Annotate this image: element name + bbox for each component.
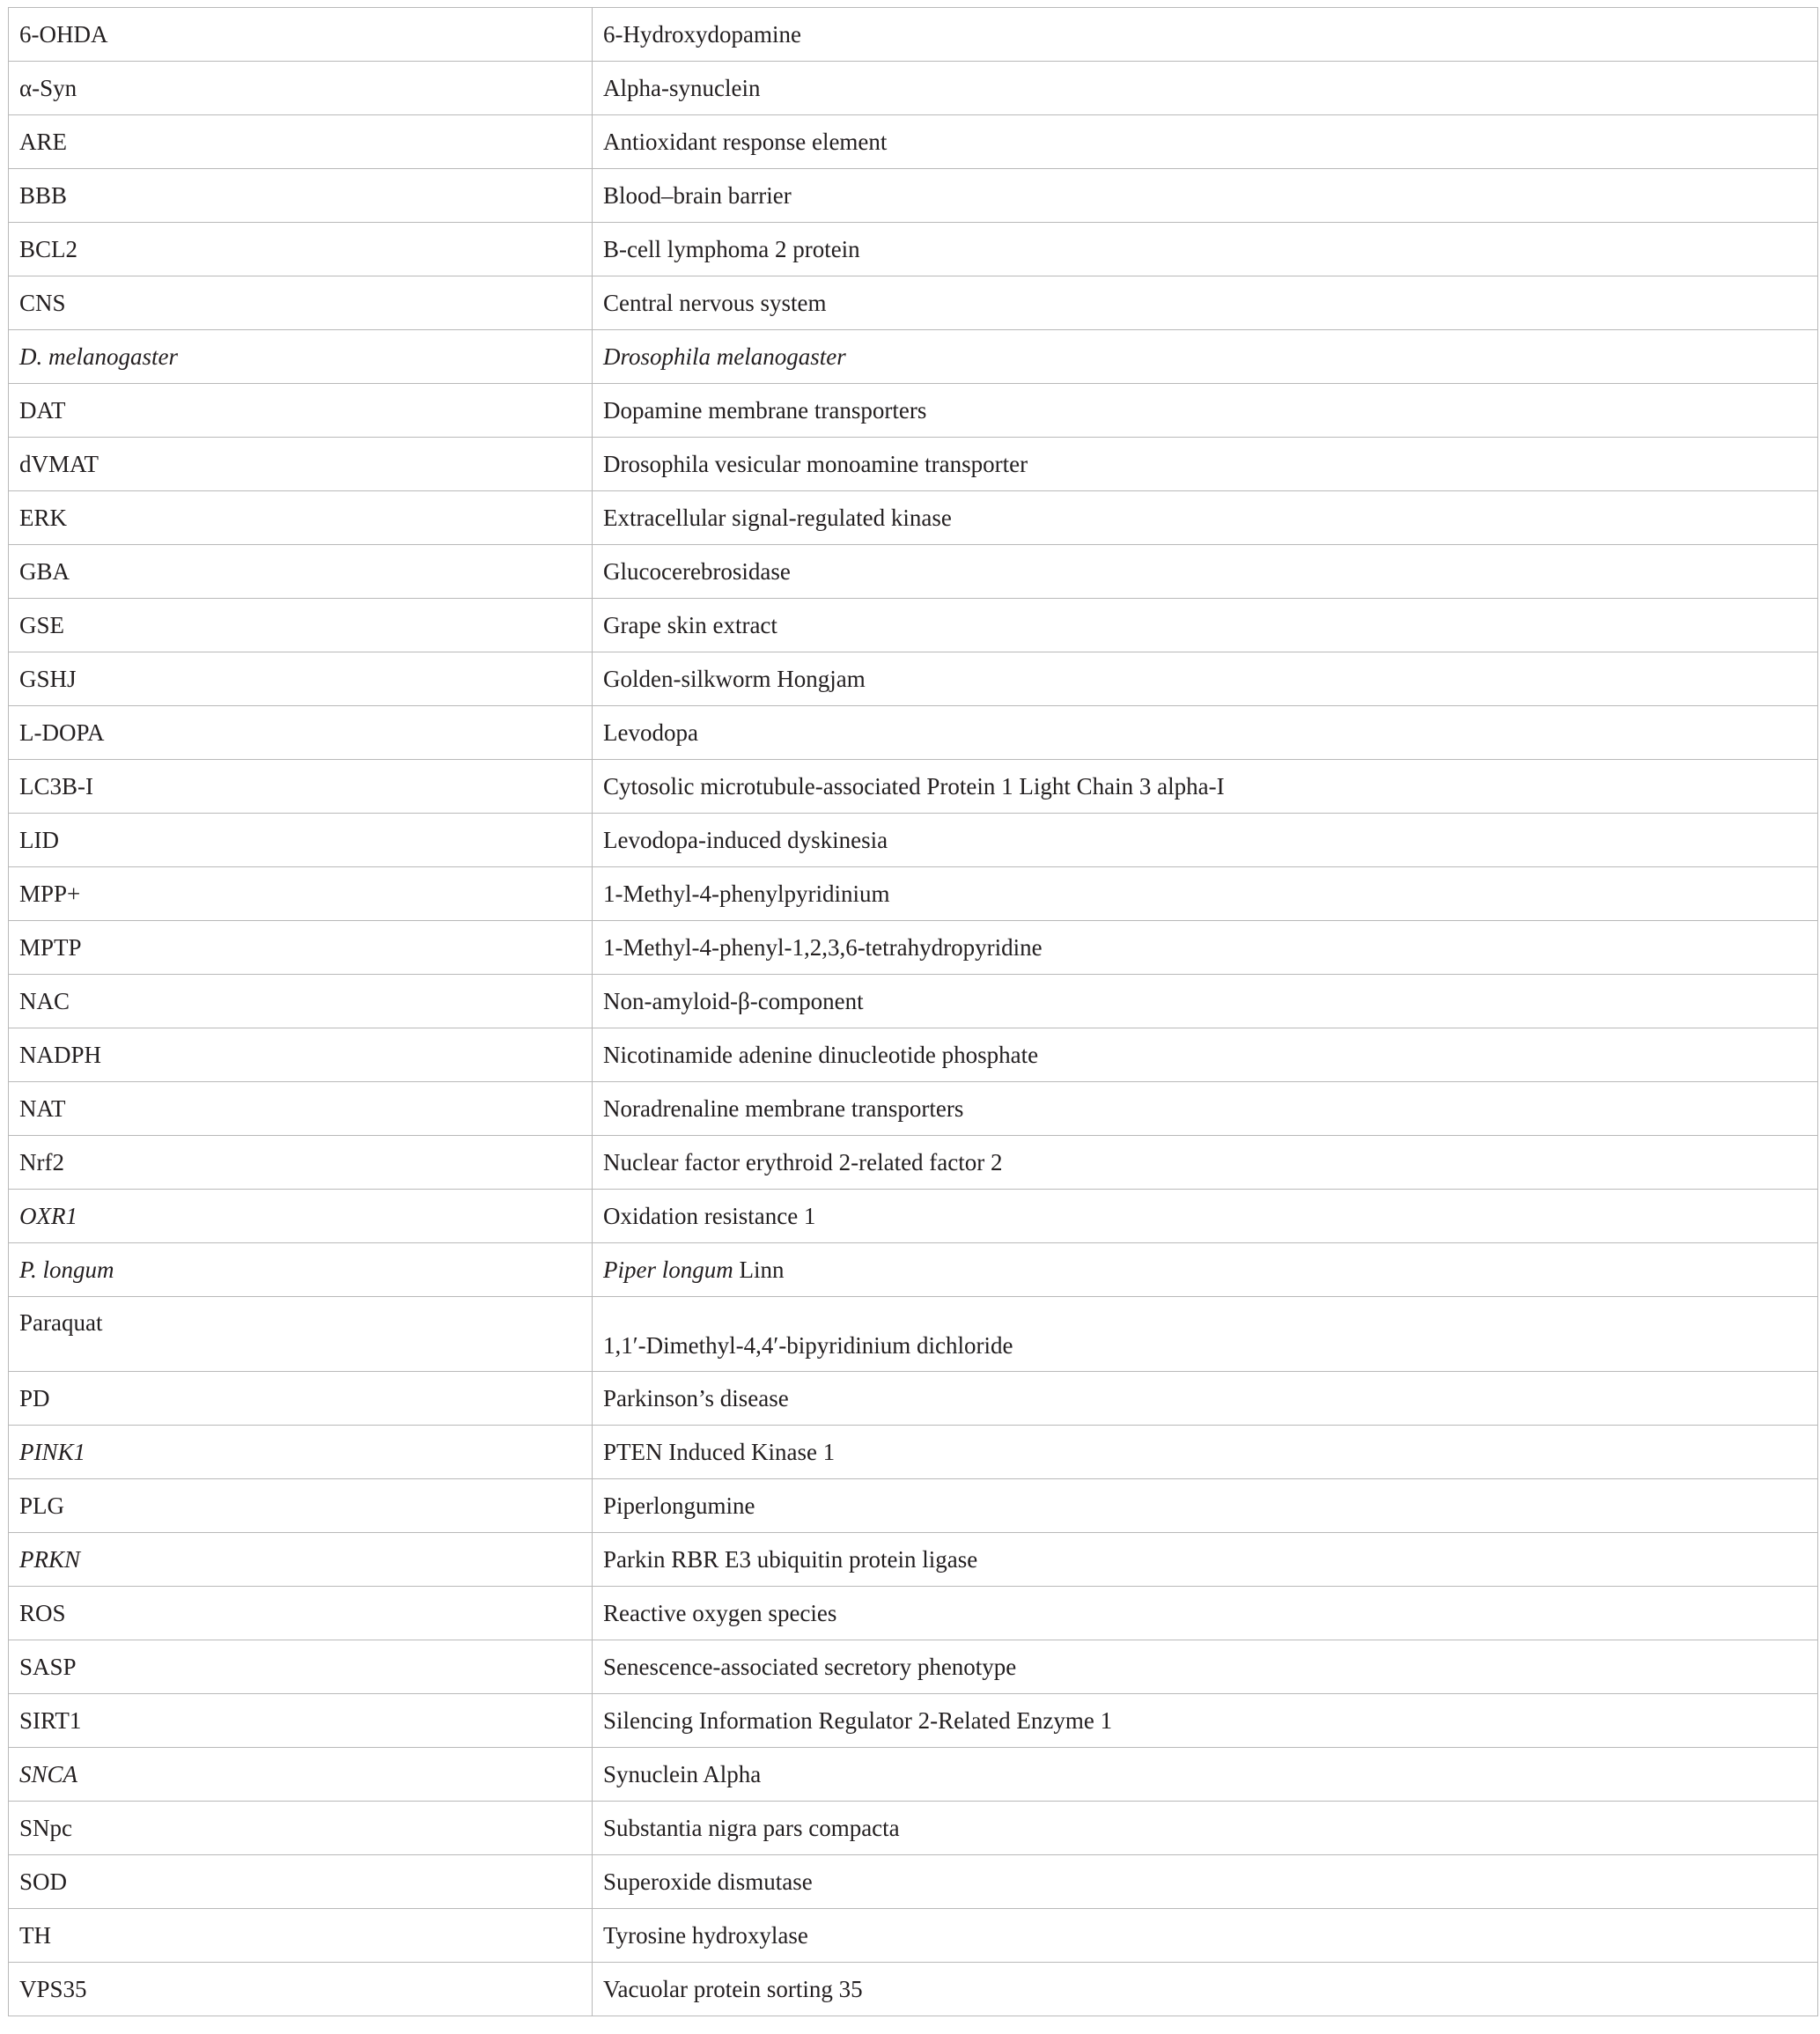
- table-row: [9, 1297, 1818, 1372]
- definition-cell: Reactive oxygen species: [593, 1587, 1818, 1640]
- table-row: [9, 1136, 1818, 1190]
- table-row: [9, 1909, 1818, 1963]
- definition-cell: Senescence-associated secretory phenotype: [593, 1640, 1818, 1694]
- definition-cell: Vacuolar protein sorting 35: [593, 1963, 1818, 2016]
- definition-cell: Nicotinamide adenine dinucleotide phosphate: [593, 1028, 1818, 1082]
- table-row: [9, 1694, 1818, 1748]
- table-row: [9, 62, 1818, 115]
- abbreviation-cell: VPS35: [9, 1963, 593, 2016]
- table-row: [9, 330, 1818, 384]
- table-row: [9, 1640, 1818, 1694]
- definition-cell: Substantia nigra pars compacta: [593, 1802, 1818, 1855]
- abbreviation-cell: MPP+: [9, 867, 593, 921]
- abbreviation-cell: SIRT1: [9, 1694, 593, 1748]
- definition-cell: B-cell lymphoma 2 protein: [593, 223, 1818, 276]
- definition-cell: Golden-silkworm Hongjam: [593, 652, 1818, 706]
- table-row: [9, 384, 1818, 438]
- table-row: [9, 1802, 1818, 1855]
- table-row: [9, 8, 1818, 62]
- abbreviation-cell: CNS: [9, 276, 593, 330]
- abbreviation-cell: SNpc: [9, 1802, 593, 1855]
- definition-cell: Antioxidant response element: [593, 115, 1818, 169]
- definition-cell: Non-amyloid-β-component: [593, 975, 1818, 1028]
- table-row: [9, 1028, 1818, 1082]
- table-row: [9, 1855, 1818, 1909]
- abbreviation-cell: NADPH: [9, 1028, 593, 1082]
- abbreviation-cell: LID: [9, 814, 593, 867]
- definition-cell: Glucocerebrosidase: [593, 545, 1818, 599]
- definition-cell: Central nervous system: [593, 276, 1818, 330]
- definition-cell: 1,1′-Dimethyl-4,4′-bipyridinium dichloride: [593, 1297, 1818, 1372]
- definition-cell: PTEN Induced Kinase 1: [593, 1426, 1818, 1479]
- table-row: [9, 760, 1818, 814]
- table-row: [9, 438, 1818, 491]
- definition-cell: Drosophila melanogaster: [593, 330, 1818, 384]
- abbreviation-cell: ROS: [9, 1587, 593, 1640]
- table-row: [9, 1190, 1818, 1243]
- abbreviation-cell: PD: [9, 1372, 593, 1426]
- definition-plain-part: Linn: [733, 1257, 785, 1283]
- abbreviation-cell: PLG: [9, 1479, 593, 1533]
- table-row: [9, 921, 1818, 975]
- abbreviation-cell: PRKN: [9, 1533, 593, 1587]
- abbreviation-cell: GBA: [9, 545, 593, 599]
- abbreviation-cell: TH: [9, 1909, 593, 1963]
- table-row: [9, 1426, 1818, 1479]
- abbreviation-cell: α-Syn: [9, 62, 593, 115]
- abbreviation-cell: Nrf2: [9, 1136, 593, 1190]
- definition-cell: Blood–brain barrier: [593, 169, 1818, 223]
- definition-cell: Drosophila vesicular monoamine transporter: [593, 438, 1818, 491]
- definition-cell: [593, 1243, 1818, 1297]
- definition-cell: 1-Methyl-4-phenylpyridinium: [593, 867, 1818, 921]
- definition-cell: Levodopa: [593, 706, 1818, 760]
- abbreviation-cell: Paraquat: [9, 1297, 593, 1372]
- abbreviation-cell: NAT: [9, 1082, 593, 1136]
- abbreviation-cell: SOD: [9, 1855, 593, 1909]
- abbreviation-cell: P. longum: [9, 1243, 593, 1297]
- table-row: [9, 1533, 1818, 1587]
- definition-cell: Alpha-synuclein: [593, 62, 1818, 115]
- table-row: [9, 1587, 1818, 1640]
- definition-cell: Grape skin extract: [593, 599, 1818, 652]
- abbreviation-cell: L-DOPA: [9, 706, 593, 760]
- table-row: [9, 1748, 1818, 1802]
- table-row: [9, 115, 1818, 169]
- abbreviation-cell: ARE: [9, 115, 593, 169]
- abbreviation-cell: SASP: [9, 1640, 593, 1694]
- table-row: [9, 814, 1818, 867]
- definition-cell: Parkin RBR E3 ubiquitin protein ligase: [593, 1533, 1818, 1587]
- definition-italic-part: Piper longum: [603, 1257, 733, 1283]
- table-row: [9, 706, 1818, 760]
- table-row: [9, 491, 1818, 545]
- table-row: [9, 867, 1818, 921]
- table-row: [9, 1082, 1818, 1136]
- definition-cell: Synuclein Alpha: [593, 1748, 1818, 1802]
- definition-cell: Tyrosine hydroxylase: [593, 1909, 1818, 1963]
- abbreviation-cell: GSHJ: [9, 652, 593, 706]
- definition-cell: Dopamine membrane transporters: [593, 384, 1818, 438]
- abbreviation-cell: MPTP: [9, 921, 593, 975]
- abbreviation-cell: DAT: [9, 384, 593, 438]
- definition-cell: Oxidation resistance 1: [593, 1190, 1818, 1243]
- abbreviation-cell: BCL2: [9, 223, 593, 276]
- abbreviation-cell: GSE: [9, 599, 593, 652]
- definition-cell: Cytosolic microtubule-associated Protein 1 Light Chain 3 alpha-I: [593, 760, 1818, 814]
- table-row: [9, 975, 1818, 1028]
- definition-cell: Superoxide dismutase: [593, 1855, 1818, 1909]
- abbreviation-cell: SNCA: [9, 1748, 593, 1802]
- definition-cell: Extracellular signal-regulated kinase: [593, 491, 1818, 545]
- abbreviations-table: [8, 7, 1818, 2016]
- abbreviation-cell: D. melanogaster: [9, 330, 593, 384]
- abbreviation-cell: PINK1: [9, 1426, 593, 1479]
- table-row: [9, 1963, 1818, 2016]
- definition-cell: 6-Hydroxydopamine: [593, 8, 1818, 62]
- table-row: [9, 223, 1818, 276]
- abbreviation-cell: OXR1: [9, 1190, 593, 1243]
- abbreviation-cell: 6-OHDA: [9, 8, 593, 62]
- definition-cell: Noradrenaline membrane transporters: [593, 1082, 1818, 1136]
- table-row: [9, 276, 1818, 330]
- definition-cell: Nuclear factor erythroid 2-related factor 2: [593, 1136, 1818, 1190]
- abbreviation-cell: dVMAT: [9, 438, 593, 491]
- definition-cell: Silencing Information Regulator 2-Related Enzyme 1: [593, 1694, 1818, 1748]
- table-row: [9, 169, 1818, 223]
- table-row: [9, 652, 1818, 706]
- definition-cell: Levodopa-induced dyskinesia: [593, 814, 1818, 867]
- table-row: [9, 599, 1818, 652]
- definition-cell: Parkinson’s disease: [593, 1372, 1818, 1426]
- table-row: [9, 1479, 1818, 1533]
- table-row: [9, 545, 1818, 599]
- definition-cell: 1-Methyl-4-phenyl-1,2,3,6-tetrahydropyridine: [593, 921, 1818, 975]
- table-row: [9, 1372, 1818, 1426]
- abbreviation-cell: NAC: [9, 975, 593, 1028]
- abbreviation-cell: LC3B-I: [9, 760, 593, 814]
- abbreviation-cell: ERK: [9, 491, 593, 545]
- table-row: [9, 1243, 1818, 1297]
- definition-cell: Piperlongumine: [593, 1479, 1818, 1533]
- abbreviation-cell: BBB: [9, 169, 593, 223]
